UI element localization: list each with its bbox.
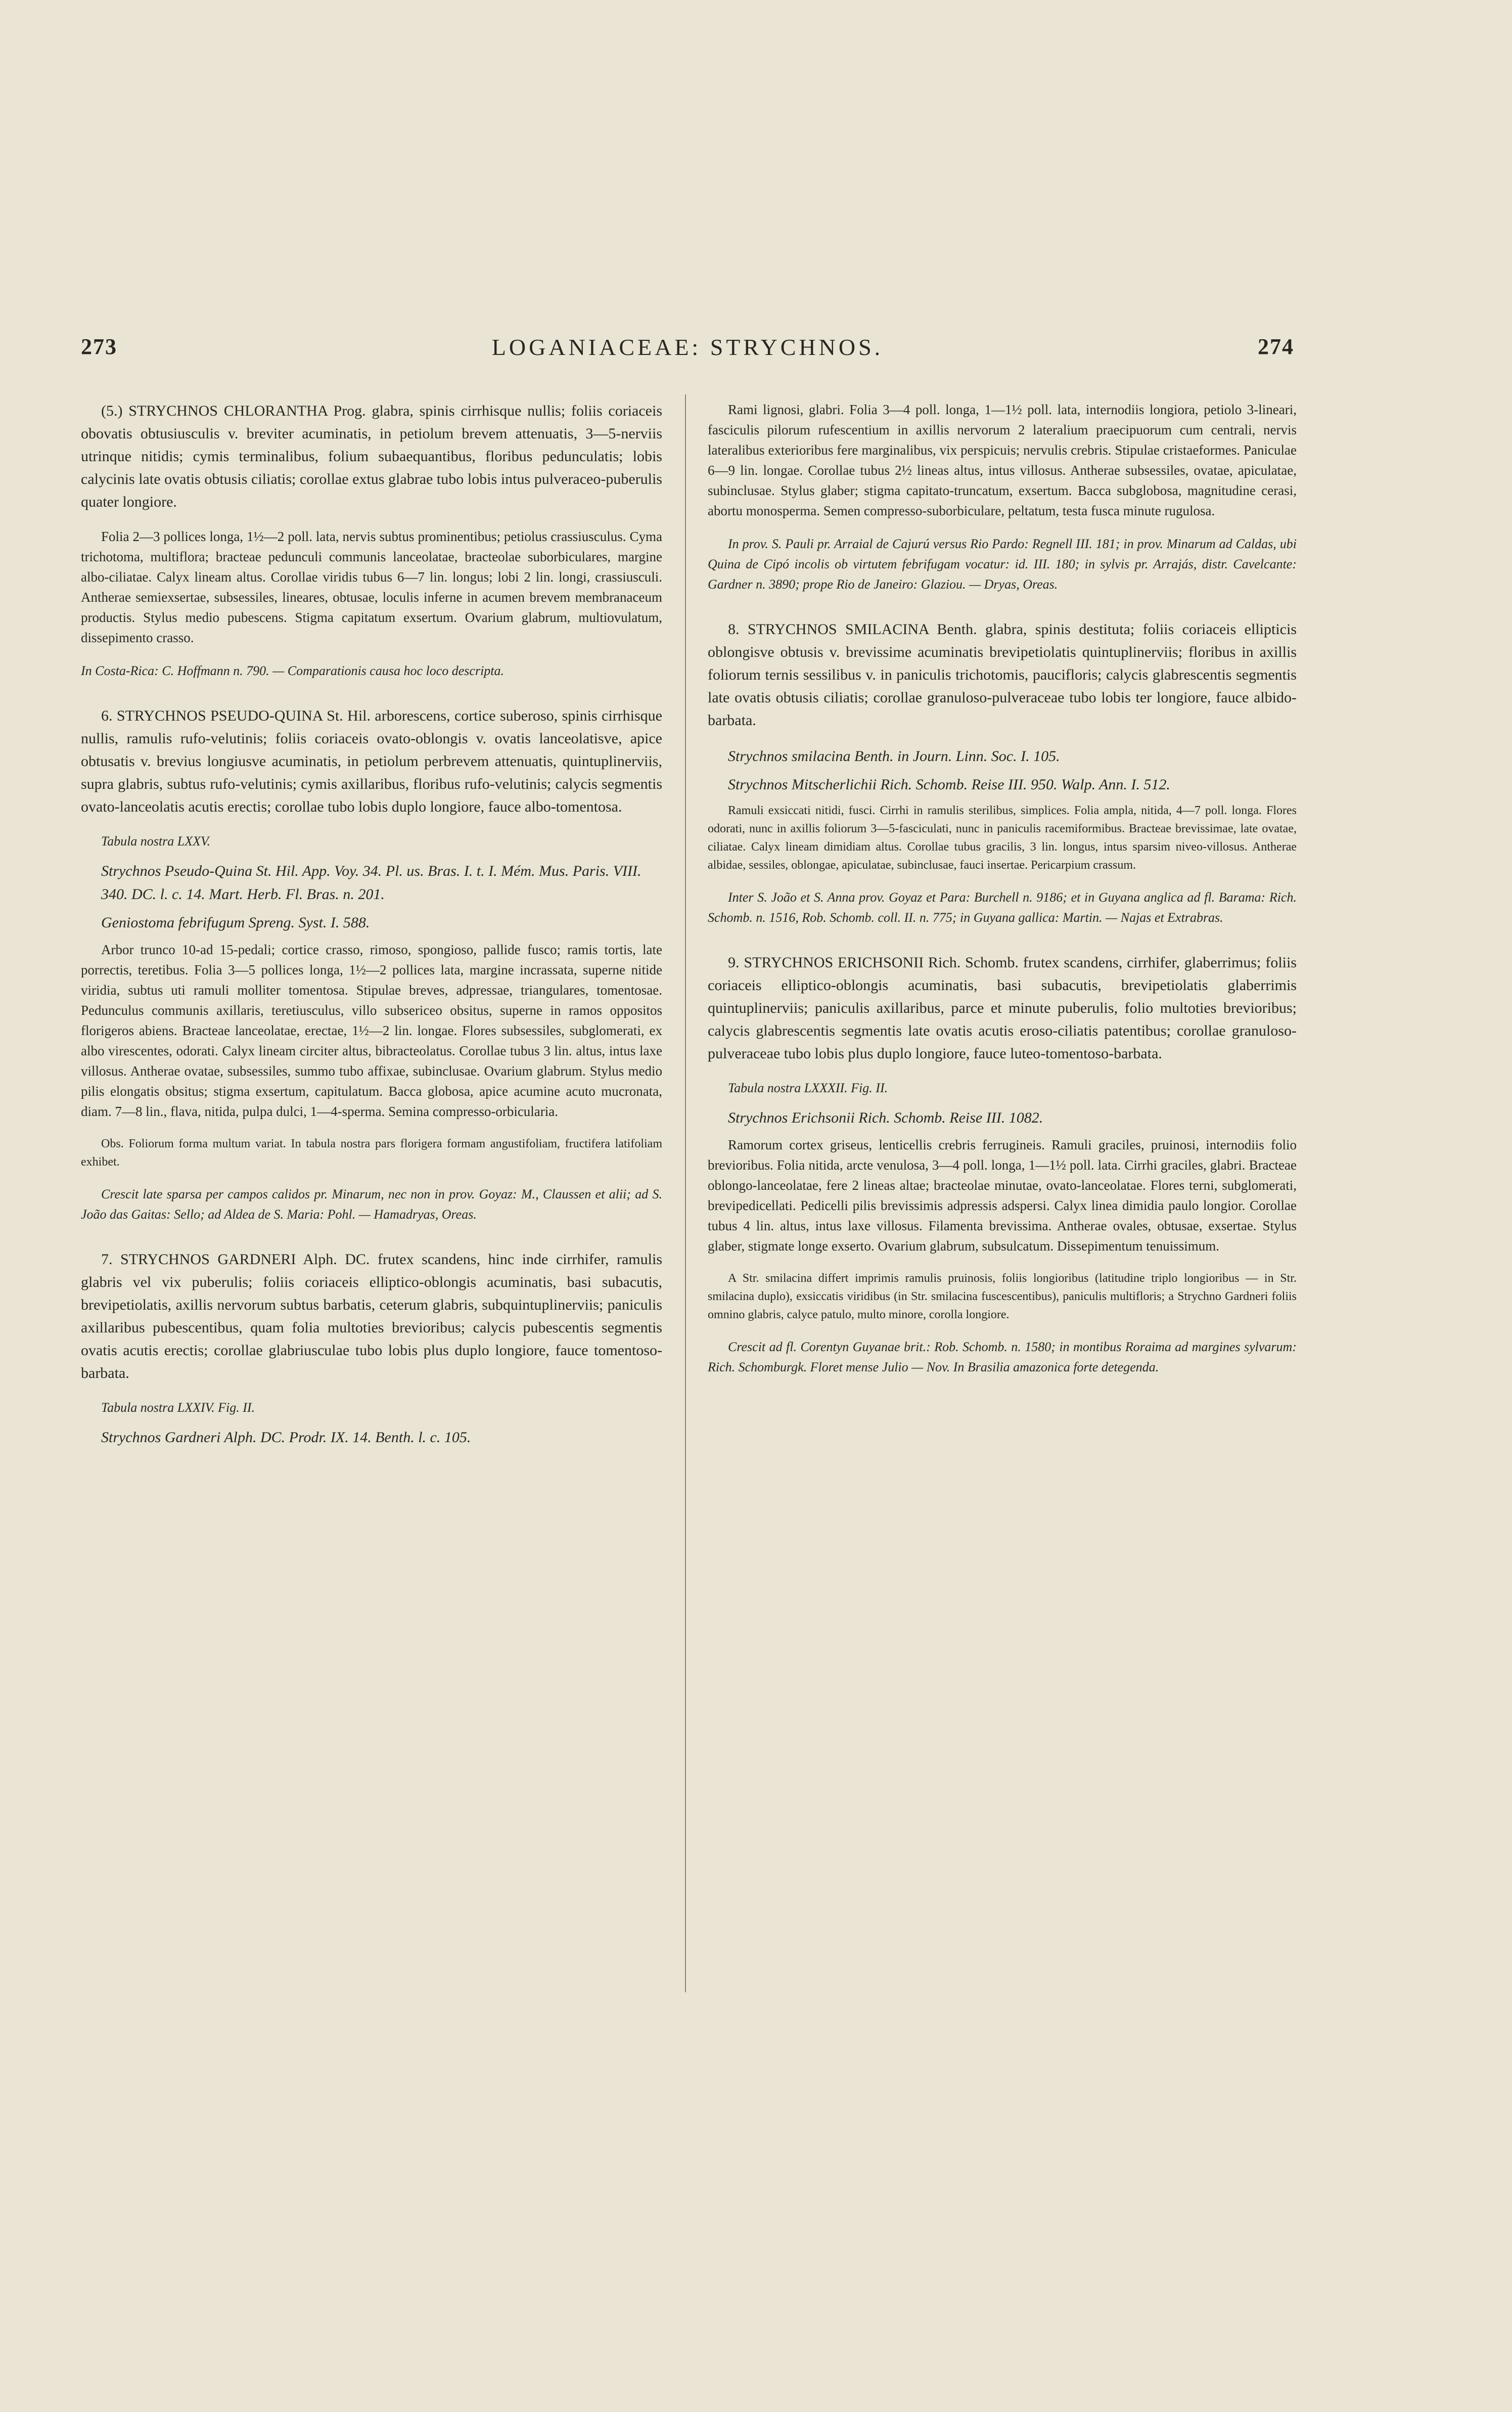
species-7-description: Rami lignosi, glabri. Folia 3—4 poll. longa, 1—1½ poll. lata, internodiis longiora, petiolo 3-lineari, fasciculis pilorum rufescentium in axillis nervorum 2 lateralium praecipuorum cum centrali, nervis lateralibus exterioribus fere marginalibus, vix perspicuis; nervulis crebris. Stipulae cristaeformes. Paniculae 6—9 lin. longae. Corollae tubus 2½ lineas altus, intus villosus. Antherae subsessiles, ovatae, apiculatae, subinclusae. Stylus glaber; stigma capitato-truncatum, exsertum. Bacca subglobosa, magnitudine cerasi, abortu monosperma. Semen compresso-suborbiculare, peltatum, testa fusca minute rugulosa.	[708, 402, 1297, 518]
species-5-description: Folia 2—3 pollices longa, 1½—2 poll. lata, nervis subtus prominentibus; petiolus crassiusculus. Cyma trichotoma, multiflora; bracteae pedunculi communis lanceolatae, bracteolae suborbiculares, margine albo-ciliatae. Calyx lineam altus. Corollae viridis tubus 6—7 lin. longus; lobi 2 lin. longi, crassiusculi. Antherae semiexsertae, subsessiles, lineares, obtusae, loculis inferne in acumen brevem membranaceum productis. Stylus medio pubescens. Stigma capitatum exsertum. Ovarium glabrum, multiovulatum, dissepimento crasso.	[81, 529, 662, 645]
species-6-synonym-1: Strychnos Pseudo-Quina St. Hil. App. Voy. 34. Pl. us. Bras. I. t. I. Mém. Mus. Paris. VIII. 340. DC. l. c. 14. Mart. Herb. Fl. Bras. n. 201.	[101, 863, 642, 903]
spacer	[708, 941, 1297, 951]
species-8-description: Ramuli exsiccati nitidi, fusci. Cirrhi in ramulis sterilibus, simplices. Folia ampla, nitida, 4—7 poll. longa. Flores odorati, nunc in axillis foliorum 3—5-fasciculati, nunc in paniculis racemiformibus. Bracteae brevissimae, late ovatae, ciliatae. Calyx lineam dimidiam altus. Corollae tubus gracilis, 3 lin. longus, intus sparsim niveo-villosus. Antherae albidae, sessiles, oblongae, apiculatae, subinclusae, fauci insertae. Pericarpium crassum.	[708, 804, 1297, 872]
species-6-diagnosis: 6. STRYCHNOS PSEUDO-QUINA St. Hil. arborescens, cortice suberoso, spinis cirrhisque nullis, ramulis rufo-velutinis; foliis coriaceis ovato-oblongis v. ovatis lanceolatisve, apice obtusatis v. brevius longiusve acuminatis, in petiolum perbrevem attenuatis, quintuplinerviis, supra glabris, subtus rufo-velutinis; cymis axillaribus, floribus rufo-velutinis; calycis segmentis ovato-lanceolatis acutis erectis; corollae tubo lobis duplo longiore, fauce albo-tomentosa.	[81, 707, 662, 815]
species-9-locality: Crescit ad fl. Corentyn Guyanae brit.: Rob. Schomb. n. 1580; in montibus Roraima ad margines sylvarum: Rich. Schomburgk. Floret mense Julio — Nov. In Brasilia amazonica forte detegenda.	[708, 1339, 1297, 1374]
species-6-synonym-2: Geniostoma febrifugum Spreng. Syst. I. 588.	[101, 914, 370, 931]
species-9-plate-reference: Tabula nostra LXXXII. Fig. II.	[728, 1081, 888, 1095]
spacer	[708, 608, 1297, 618]
species-8-synonym-2: Strychnos Mitscherlichii Rich. Schomb. Reise III. 950. Walp. Ann. I. 512.	[728, 776, 1170, 793]
species-6-description: Arbor trunco 10-ad 15-pedali; cortice crasso, rimoso, spongioso, pallide fusco; ramis tortis, late porrectis, teretibus. Folia 3—5 pollices longa, 1½—2 pollices lata, margine incrassata, superne nitide viridia, subtus uti ramuli molliter tomentosa. Stipulae breves, adpressae, triangulares, tomentosae. Pedunculus communis axillaris, teretiusculus, villo subsericeo obsitus, superne in ramos oppositos florigeros abiens. Bracteae lanceolatae, erectae, 1½—2 lin. longae. Flores subsessiles, subglomerati, ex albo virescentes, odorati. Calyx lineam circiter altus, bibracteolatus. Corollae tubus 3 lin. altus, intus laxe villosus. Antherae ovatae, subsessiles, summo tubo affixae, subinclusae. Ovarium glabrum. Stylus medio pilis elongatis obsitus; stigma exsertum, capitulatum. Bacca globosa, apice acumine acuto mucronata, diam. 7—8 lin., flava, nitida, pulpa dulci, 1—4-sperma. Semina compresso-orbicularia.	[81, 942, 662, 1119]
species-8-diagnosis: 8. STRYCHNOS SMILACINA Benth. glabra, spinis destituta; foliis coriaceis ellipticis oblongisve obtusis v. brevissime acuminatis brevipetiolatis quintuplinerviis; floribus in axillis foliorum ternis sessilibus v. in paniculis trichotomis, paucifloris; calycis glabrescentis segmentis late ovatis obtusis ciliatis; corollae granuloso-pulveraceae tubo lobis ter longiore, fauce albido-barbata.	[708, 621, 1297, 729]
spacer	[81, 694, 662, 704]
species-9-synonym: Strychnos Erichsonii Rich. Schomb. Reise III. 1082.	[728, 1109, 1043, 1126]
column-divider	[685, 394, 686, 1992]
species-9-description: Ramorum cortex griseus, lenticellis crebris ferrugineis. Ramuli graciles, pruinosi, internodiis folio brevioribus. Folia nitida, arcte venulosa, 3—4 poll. longa, 1—1½ poll. lata. Cirrhi graciles, glabri. Bracteae oblongo-lanceolatae, fere 2 lineas altae; bracteolae minutae, ovato-lanceolatae. Flores terni, subglomerati, brevipedicellati. Pedicelli pilis brevissimis adpressis adspersi. Calyx linea dimidia paulo longior. Corollae tubus 4 lin. altus, intus laxe villosus. Filamenta brevissima. Antherae ovales, obtusae, exsertae. Stylus glaber, stigmate longe exserto. Ovarium glabrum, subsulcatum. Dissepimentum tenuissimum.	[708, 1137, 1297, 1254]
species-6-locality: Crescit late sparsa per campos calidos pr. Minarum, nec non in prov. Goyaz: M., Claussen et alii; ad S. João das Gaitas: Sello; ad Aldea de S. Maria: Pohl. — Hamadryas, Oreas.	[81, 1187, 662, 1222]
page-number-right: 274	[1258, 334, 1294, 359]
left-column	[81, 399, 662, 1454]
species-6-plate-reference: Tabula nostra LXXV.	[101, 834, 211, 848]
spacer	[81, 1238, 662, 1248]
species-7-plate-reference: Tabula nostra LXXIV. Fig. II.	[101, 1400, 255, 1415]
running-title: LOGANIACEAE: STRYCHNOS.	[491, 334, 884, 360]
species-6-observation: Obs. Foliorum forma multum variat. In tabula nostra pars florigera formam angustifoliam, fructifera latifoliam exhibet.	[81, 1137, 662, 1169]
species-5-locality: In Costa-Rica: C. Hoffmann n. 790. — Comparationis causa hoc loco descripta.	[81, 663, 505, 678]
page-number-left: 273	[81, 334, 117, 359]
species-5-diagnosis: (5.) STRYCHNOS CHLORANTHA Prog. glabra, spinis cirrhisque nullis; foliis coriaceis obovatis obtusiusculis v. breviter acuminatis, in petiolum brevem attenuatis, 3—5-nerviis utrinque nitidis; cymis terminalibus, folium subaequantibus, floribus pedunculatis; lobis calycinis late ovatis obtusis ciliatis; corollae extus glabrae tubo lobis intus pulveraceo-puberulis quater longiore.	[81, 403, 662, 510]
species-7-diagnosis: 7. STRYCHNOS GARDNERI Alph. DC. frutex scandens, hinc inde cirrhifer, ramulis glabris vel vix puberulis; foliis coriaceis elliptico-oblongis acuminatis, basi subacutis, brevipetiolatis, axillis nervorum subtus barbatis, ceterum glabris, subquintuplinerviis; paniculis axillaribus pubescentibus, quam folia multoties brevioribus; calycis pubescentis segmentis ovatis acutis erectis; corollae glabriusculae tubo lobis plus duplo longiore, fauce tomentoso-barbata.	[81, 1251, 662, 1381]
species-7-locality: In prov. S. Pauli pr. Arraial de Cajurú versus Rio Pardo: Regnell III. 181; in prov. Minarum ad Caldas, ubi Quina de Cipó incolis ob virtutem febrifugam vocatur: id. III. 180; in sylvis pr. Arrajás, distr. Cavelcante: Gardner n. 3890; prope Rio de Janeiro: Glaziou. — Dryas, Oreas.	[708, 537, 1297, 592]
species-7-synonym: Strychnos Gardneri Alph. DC. Prodr. IX. 14. Benth. l. c. 105.	[101, 1429, 471, 1446]
species-8-synonym-1: Strychnos smilacina Benth. in Journ. Linn. Soc. I. 105.	[728, 748, 1060, 765]
page-header	[81, 334, 1294, 379]
species-8-locality: Inter S. João et S. Anna prov. Goyaz et Para: Burchell n. 9186; et in Guyana anglica ad fl. Barama: Rich. Schomb. n. 1516, Rob. Schomb. coll. II. n. 775; in Guyana gallica: Martin. — Najas et Extrabras.	[708, 890, 1297, 925]
species-9-comparison: A Str. smilacina differt imprimis ramulis pruinosis, foliis longioribus (latitudine triplo longioribus — in Str. smilacina duplo), exsiccatis viridibus (in Str. smilacina fuscescentibus), paniculis multifloris; a Strychno Gardneri foliis omnino glabris, calyce patulo, multo minore, corolla longiore.	[708, 1272, 1297, 1321]
right-column	[708, 399, 1297, 1391]
species-9-diagnosis: 9. STRYCHNOS ERICHSONII Rich. Schomb. frutex scandens, cirrhifer, glaberrimus; foliis coriaceis elliptico-oblongis acuminatis, basi subacutis, brevipetiolatis glaberrimis quintuplinerviis; paniculis axillaribus, parce et minute puberulis, folio multoties brevioribus; calycis glabrescentis segmentis late ovatis acutis eroso-ciliatis patentibus; corollae granuloso-pulveraceae tubo lobis plus duplo longiore, fauce luteo-tomentoso-barbata.	[708, 954, 1297, 1062]
